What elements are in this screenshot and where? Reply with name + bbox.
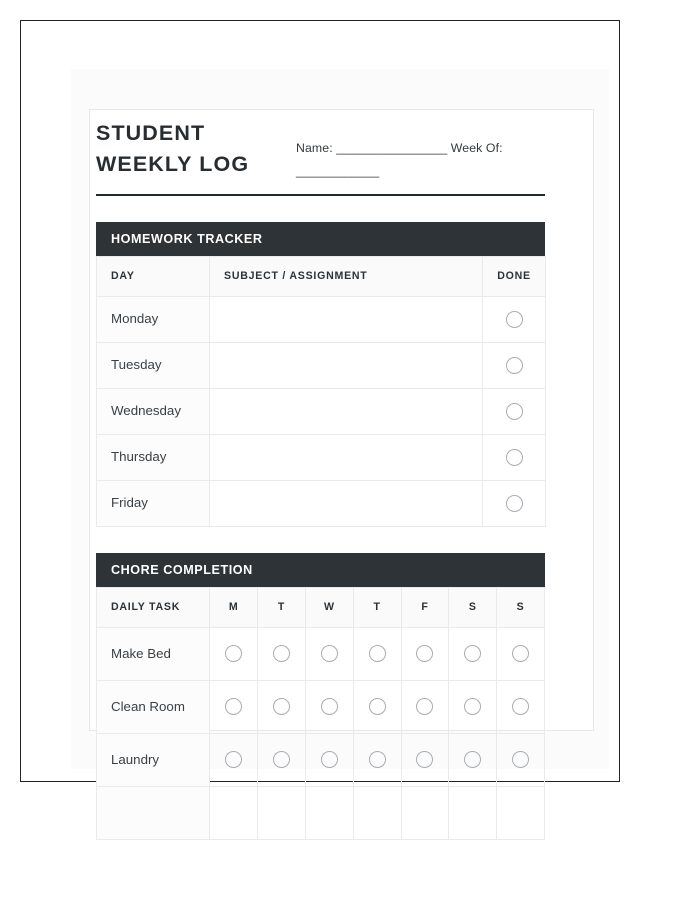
- chore-day-cell[interactable]: [305, 733, 353, 786]
- table-row: [97, 342, 546, 388]
- table-row: [97, 627, 545, 680]
- homework-done-cell[interactable]: [483, 296, 546, 342]
- chore-day-cell[interactable]: [210, 786, 258, 839]
- chore-day-cell[interactable]: [401, 627, 449, 680]
- chore-section-header: CHORE COMPLETION: [96, 553, 545, 587]
- checkbox-circle-icon[interactable]: [225, 751, 242, 768]
- homework-col-subject: SUBJECT / ASSIGNMENT: [210, 256, 483, 296]
- checkbox-circle-icon[interactable]: [464, 698, 481, 715]
- page-title-line-1: STUDENT: [96, 121, 206, 145]
- homework-done-cell[interactable]: [483, 480, 546, 526]
- checkbox-circle-icon[interactable]: [512, 645, 529, 662]
- chore-day-cell[interactable]: [258, 627, 306, 680]
- name-week-fields[interactable]: [296, 118, 545, 184]
- header-divider: [96, 194, 545, 196]
- chore-day-cell[interactable]: [497, 733, 545, 786]
- name-week-label: Name: ________________ Week Of: ____________: [296, 141, 503, 179]
- chore-day-cell[interactable]: [305, 786, 353, 839]
- homework-done-cell[interactable]: [483, 434, 546, 480]
- homework-day-cell: Thursday: [97, 434, 210, 480]
- checkbox-circle-icon[interactable]: [273, 751, 290, 768]
- table-row: [97, 434, 546, 480]
- checkbox-circle-icon[interactable]: [506, 449, 523, 466]
- checkbox-circle-icon[interactable]: [225, 698, 242, 715]
- chore-day-cell[interactable]: [210, 627, 258, 680]
- chore-day-cell[interactable]: [449, 786, 497, 839]
- table-row: [97, 480, 546, 526]
- chore-day-cell[interactable]: [353, 786, 401, 839]
- chore-col-day-3: W: [305, 587, 353, 627]
- homework-subject-input[interactable]: [210, 296, 483, 342]
- chore-task-cell: Laundry: [97, 733, 210, 786]
- checkbox-circle-icon[interactable]: [512, 751, 529, 768]
- chore-day-cell[interactable]: [449, 680, 497, 733]
- chore-day-cell[interactable]: [497, 627, 545, 680]
- chore-task-cell: Clean Room: [97, 680, 210, 733]
- chore-table: [96, 587, 545, 840]
- chore-col-day-5: F: [401, 587, 449, 627]
- homework-header-row: [97, 256, 546, 296]
- chore-day-cell[interactable]: [401, 786, 449, 839]
- chore-day-cell[interactable]: [258, 680, 306, 733]
- checkbox-circle-icon[interactable]: [369, 645, 386, 662]
- checkbox-circle-icon[interactable]: [506, 495, 523, 512]
- table-row: [97, 733, 545, 786]
- homework-day-cell: Friday: [97, 480, 210, 526]
- chore-day-cell[interactable]: [401, 680, 449, 733]
- table-row: [97, 786, 545, 839]
- checkbox-circle-icon[interactable]: [512, 698, 529, 715]
- checkbox-circle-icon[interactable]: [464, 645, 481, 662]
- chore-header-row: [97, 587, 545, 627]
- chore-day-cell[interactable]: [305, 680, 353, 733]
- table-row: [97, 388, 546, 434]
- chore-day-cell[interactable]: [258, 786, 306, 839]
- chore-day-cell[interactable]: [305, 627, 353, 680]
- chore-day-cell[interactable]: [210, 733, 258, 786]
- chore-day-cell[interactable]: [353, 733, 401, 786]
- homework-col-done: DONE: [483, 256, 546, 296]
- chore-day-cell[interactable]: [497, 786, 545, 839]
- chore-day-cell[interactable]: [258, 733, 306, 786]
- checkbox-circle-icon[interactable]: [416, 698, 433, 715]
- homework-day-cell: Monday: [97, 296, 210, 342]
- chore-day-cell[interactable]: [353, 680, 401, 733]
- table-row: [97, 296, 546, 342]
- chore-day-cell[interactable]: [497, 680, 545, 733]
- homework-day-cell: Tuesday: [97, 342, 210, 388]
- homework-subject-input[interactable]: [210, 434, 483, 480]
- chore-col-day-7: S: [497, 587, 545, 627]
- checkbox-circle-icon[interactable]: [225, 645, 242, 662]
- checkbox-circle-icon[interactable]: [321, 698, 338, 715]
- chore-day-cell[interactable]: [210, 680, 258, 733]
- checkbox-circle-icon[interactable]: [506, 403, 523, 420]
- checkbox-circle-icon[interactable]: [506, 357, 523, 374]
- homework-subject-input[interactable]: [210, 342, 483, 388]
- chore-col-task: DAILY TASK: [97, 587, 210, 627]
- homework-done-cell[interactable]: [483, 342, 546, 388]
- checkbox-circle-icon[interactable]: [321, 751, 338, 768]
- checkbox-circle-icon[interactable]: [416, 751, 433, 768]
- document-content: [68, 88, 573, 840]
- chore-col-day-4: T: [353, 587, 401, 627]
- chore-col-day-6: S: [449, 587, 497, 627]
- document-header: [68, 88, 573, 184]
- table-row: [97, 680, 545, 733]
- page-title-line-2: WEEKLY LOG: [96, 152, 250, 177]
- homework-day-cell: Wednesday: [97, 388, 210, 434]
- homework-subject-input[interactable]: [210, 480, 483, 526]
- homework-done-cell[interactable]: [483, 388, 546, 434]
- chore-task-cell: [97, 786, 210, 839]
- checkbox-circle-icon[interactable]: [506, 311, 523, 328]
- chore-day-cell[interactable]: [449, 627, 497, 680]
- checkbox-circle-icon[interactable]: [464, 751, 481, 768]
- homework-col-day: DAY: [97, 256, 210, 296]
- chore-task-cell: Make Bed: [97, 627, 210, 680]
- homework-table: [96, 256, 546, 527]
- checkbox-circle-icon[interactable]: [321, 645, 338, 662]
- checkbox-circle-icon[interactable]: [273, 645, 290, 662]
- page-title: [96, 118, 296, 180]
- checkbox-circle-icon[interactable]: [273, 698, 290, 715]
- chore-col-day-2: T: [258, 587, 306, 627]
- chore-col-day-1: M: [210, 587, 258, 627]
- homework-section-header: HOMEWORK TRACKER: [96, 222, 545, 256]
- checkbox-circle-icon[interactable]: [416, 645, 433, 662]
- checkbox-circle-icon[interactable]: [369, 698, 386, 715]
- chore-day-cell[interactable]: [353, 627, 401, 680]
- chore-day-cell[interactable]: [401, 733, 449, 786]
- chore-day-cell[interactable]: [449, 733, 497, 786]
- homework-subject-input[interactable]: [210, 388, 483, 434]
- checkbox-circle-icon[interactable]: [369, 751, 386, 768]
